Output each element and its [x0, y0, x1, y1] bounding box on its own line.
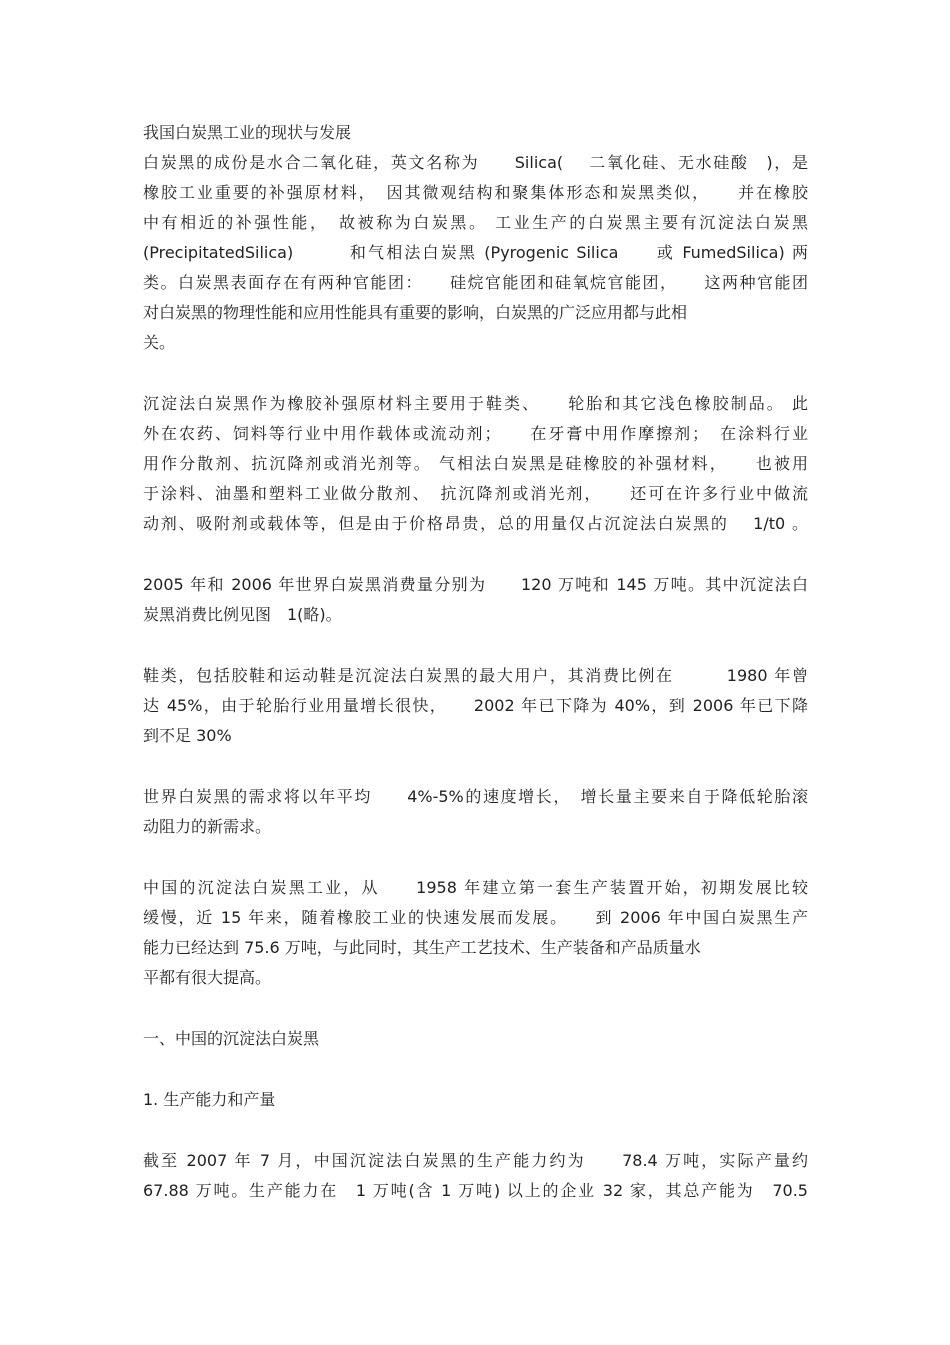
text-line: 缓慢，近 15 年来，随着橡胶工业的快速发展而发展。 到 2006 年中国白炭黑生产 [143, 908, 808, 927]
paragraph-china-industry [143, 873, 808, 993]
paragraph-world-consumption [143, 570, 808, 630]
text-line: 到不足 30% [143, 726, 232, 745]
text-line: 类。白炭黑表面存在有两种官能团： 硅烷官能团和硅氧烷官能团， 这两种官能团 [143, 273, 808, 292]
text-line: 于涂料、油墨和塑料工业做分散剂、 抗沉降剂或消光剂， 还可在许多行业中做流 [143, 484, 808, 503]
paragraph-gap [143, 751, 808, 782]
paragraph-gap [143, 539, 808, 570]
text-line: (PrecipitatedSilica) 和气相法白炭黑 (Pyrogenic Silica 或 FumedSilica) 两 [143, 243, 808, 262]
text-line: 动阻力的新需求。 [143, 817, 272, 836]
text-line: 沉淀法白炭黑作为橡胶补强原材料主要用于鞋类、 轮胎和其它浅色橡胶制品。 此 [143, 394, 808, 413]
text-line: 用作分散剂、抗沉降剂或消光剂等。 气相法白炭黑是硅橡胶的补强材料， 也被用 [143, 454, 808, 473]
text-line: 对白炭黑的物理性能和应用性能具有重要的影响，白炭黑的广泛应用都与此相 [143, 303, 688, 322]
paragraph-applications [143, 389, 808, 539]
paragraph-gap [143, 993, 808, 1024]
document-body [143, 118, 808, 1206]
paragraph-gap [143, 358, 808, 389]
subsection-heading-text: 1. 生产能力和产量 [143, 1090, 276, 1109]
document-title: 我国白炭黑工业的现状与发展 [143, 123, 352, 142]
paragraph-intro [143, 148, 808, 358]
text-line: 67.88 万吨。生产能力在 1 万吨(含 1 万吨) 以上的企业 32 家，其总产能为 70.5 [143, 1181, 808, 1200]
text-line: 达 45%，由于轮胎行业用量增长很快， 2002 年已下降为 40%，到 2006 年已下降 [143, 696, 808, 715]
text-line: 截至 2007 年 7 月，中国沉淀法白炭黑的生产能力约为 78.4 万吨，实际产量约 [143, 1151, 808, 1170]
section-heading-text: 一、中国的沉淀法白炭黑 [143, 1029, 320, 1048]
paragraph-shoes [143, 661, 808, 751]
paragraph-gap [143, 1054, 808, 1085]
text-line: 中有相近的补强性能， 故被称为白炭黑。 工业生产的白炭黑主要有沉淀法白炭黑 [143, 213, 808, 232]
paragraph-gap [143, 630, 808, 661]
text-line: 关。 [143, 333, 176, 352]
text-line: 能力已经达到 75.6 万吨，与此同时，其生产工艺技术、生产装备和产品质量水 [143, 938, 701, 957]
text-line: 动剂、吸附剂或载体等，但是由于价格昂贵，总的用量仅占沉淀法白炭黑的 1/t0 。 [143, 514, 808, 533]
text-line: 中国的沉淀法白炭黑工业，从 1958 年建立第一套生产装置开始，初期发展比较 [143, 878, 808, 897]
subsection-heading [143, 1085, 808, 1115]
text-line: 世界白炭黑的需求将以年平均 4%-5%的速度增长， 增长量主要来自于降低轮胎滚 [143, 787, 808, 806]
text-line: 炭黑消费比例见图 1(略)。 [143, 605, 342, 624]
text-line: 鞋类，包括胶鞋和运动鞋是沉淀法白炭黑的最大用户，其消费比例在 1980 年曾 [143, 666, 808, 685]
section-heading [143, 1024, 808, 1054]
paragraph-demand [143, 782, 808, 842]
paragraph-gap [143, 1115, 808, 1146]
paragraph-capacity [143, 1146, 808, 1206]
text-line: 外在农药、饲料等行业中用作载体或流动剂； 在牙膏中用作摩擦剂； 在涂料行业 [143, 424, 808, 443]
text-line: 2005 年和 2006 年世界白炭黑消费量分别为 120 万吨和 145 万吨。其中沉淀法白 [143, 575, 808, 594]
text-line: 平都有很大提高。 [143, 968, 272, 987]
text-line: 白炭黑的成份是水合二氧化硅，英文名称为 Silica( 二氧化硅、无水硅酸 )，是 [143, 153, 808, 172]
text-line: 橡胶工业重要的补强原材料， 因其微观结构和聚集体形态和炭黑类似， 并在橡胶 [143, 183, 808, 202]
paragraph-gap [143, 842, 808, 873]
